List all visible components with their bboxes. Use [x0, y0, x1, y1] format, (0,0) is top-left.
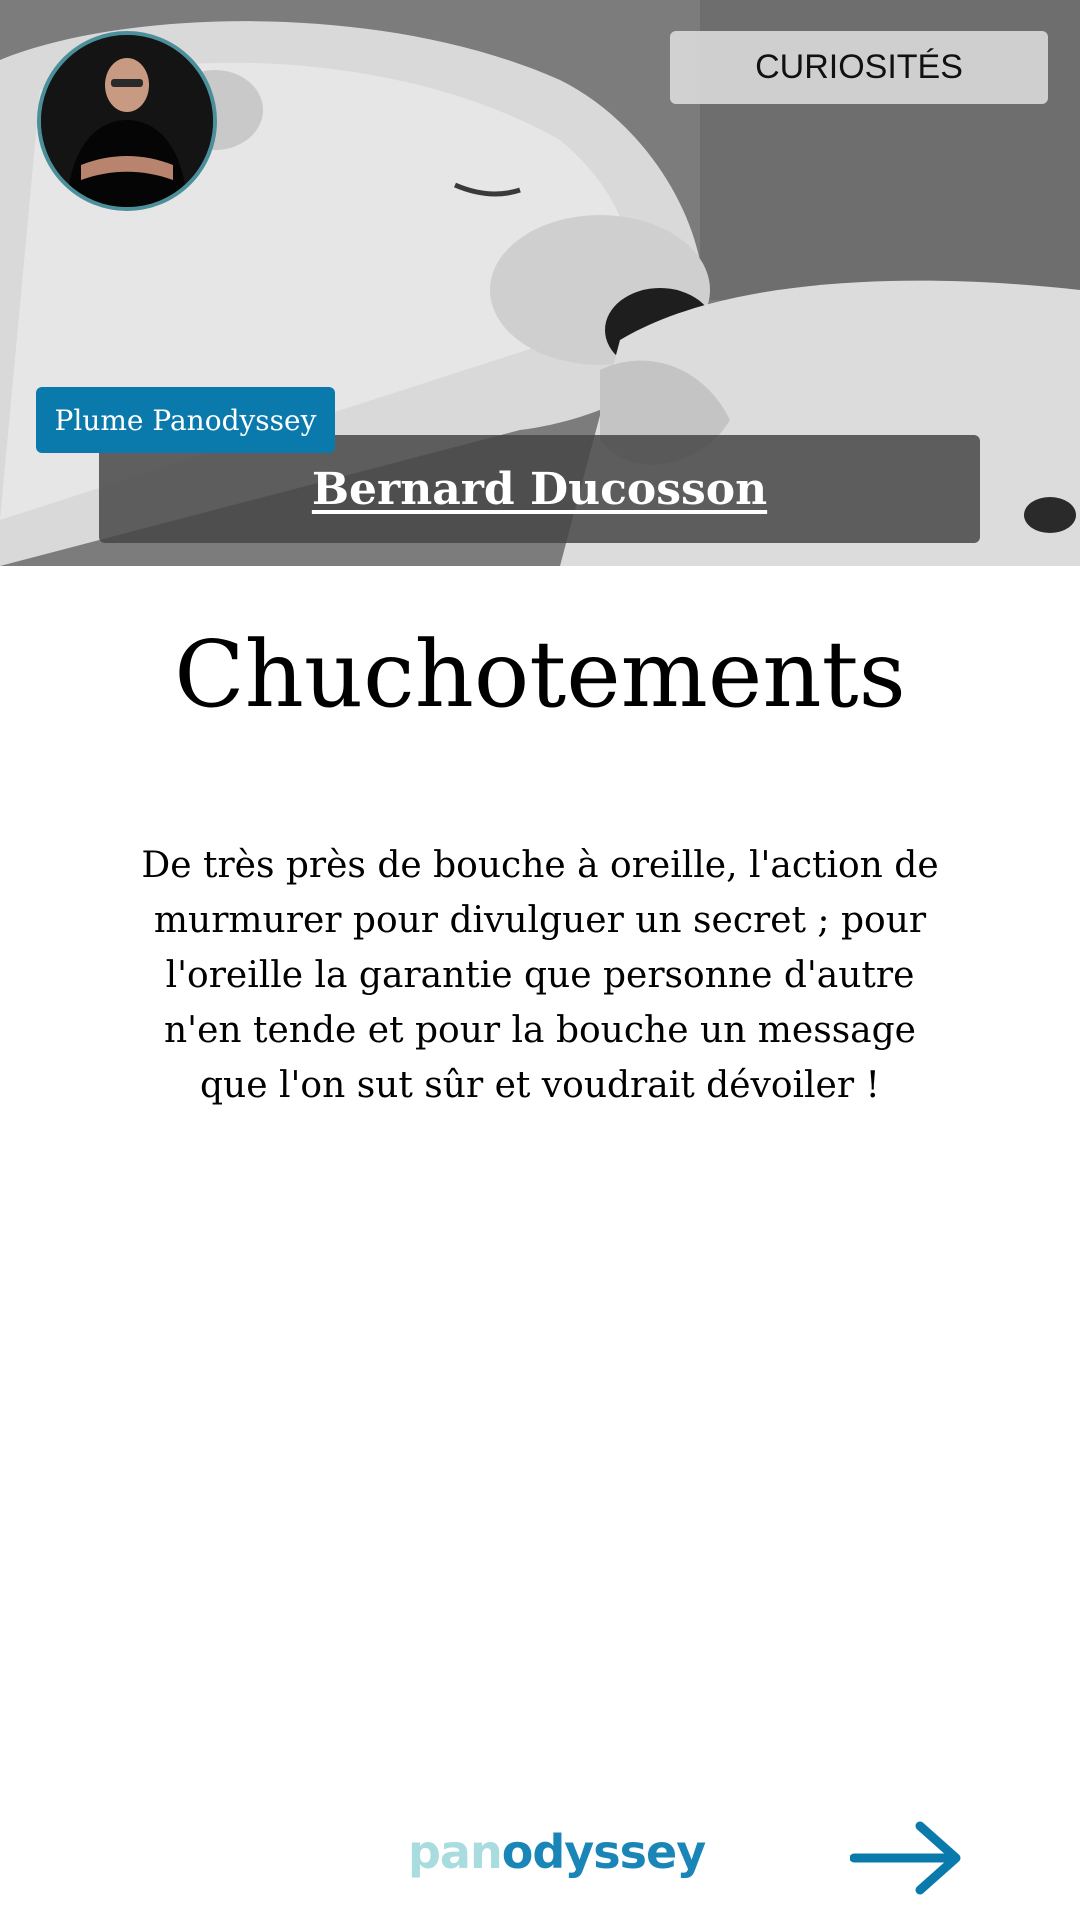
arrow-right-icon[interactable]	[850, 1820, 965, 1896]
logo-part-pan: pan	[408, 1825, 502, 1879]
author-portrait	[41, 35, 213, 207]
category-button[interactable]	[670, 31, 1048, 104]
plume-badge-label: Plume Panodyssey	[54, 403, 317, 437]
author-avatar[interactable]	[37, 31, 217, 211]
author-name-link[interactable]: Bernard Ducosson	[311, 463, 768, 515]
category-label: CURIOSITÉS	[755, 48, 963, 86]
panodyssey-logo[interactable]	[408, 1825, 706, 1879]
hero-image	[0, 0, 1080, 566]
article-body: De très près de bouche à oreille, l'action de murmurer pour divulguer un secret ; pour l'oreille la garantie que personne d'autre n'en tende et pour la bouche un message que l'on sut sûr et voudrait dévoiler !	[141, 845, 939, 1106]
plume-badge[interactable]	[36, 387, 335, 453]
article-title: Chuchotements	[174, 621, 906, 728]
logo-part-odyssey: odyssey	[501, 1825, 706, 1879]
